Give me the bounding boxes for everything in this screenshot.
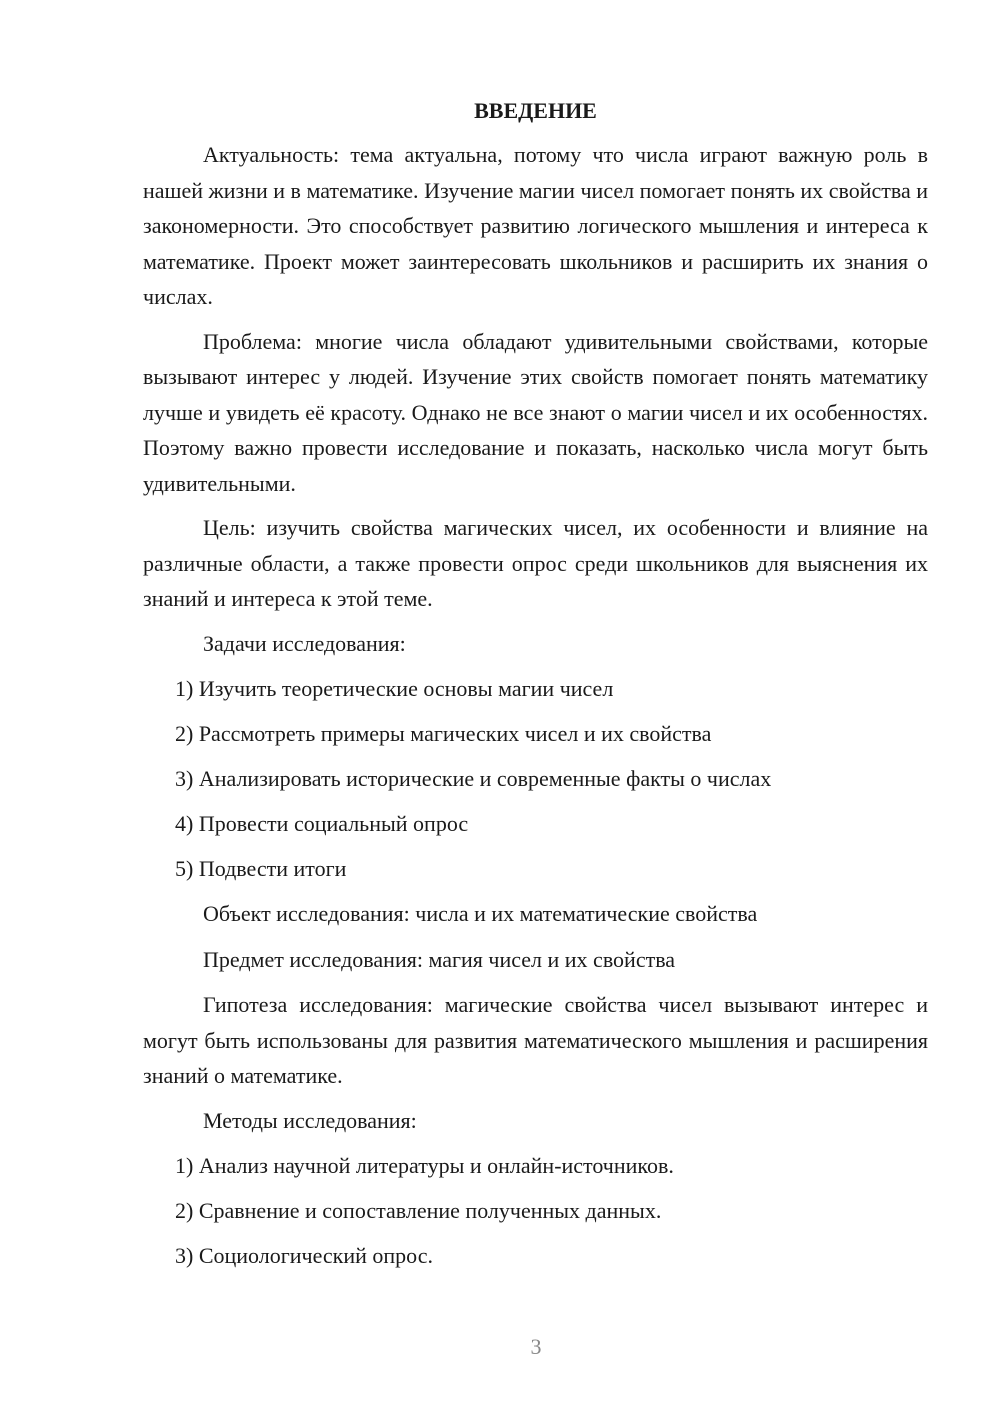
list-item: 2) Сравнение и сопоставление полученных данных. — [175, 1198, 662, 1223]
section-title: ВВЕДЕНИЕ — [474, 98, 597, 123]
methods-list — [143, 1148, 928, 1274]
object-line: Объект исследования: числа и их математические свойства — [203, 901, 758, 926]
list-item: 2) Рассмотреть примеры магических чисел и их свойства — [175, 721, 712, 746]
list-item: 3) Социологический опрос. — [175, 1243, 433, 1268]
problem-paragraph: Проблема: многие числа обладают удивительными свойствами, которые вызывают интерес у людей. Изучение этих свойств помогает понять математику лучше и увидеть её красоту. Однако не все знают о магии чисел и их особенностях. Поэтому важно провести исследование и показать, насколько числа могут быть удивительными. — [143, 328, 928, 496]
list-item: 5) Подвести итоги — [175, 856, 347, 881]
subject-line: Предмет исследования: магия чисел и их свойства — [203, 946, 676, 972]
list-item: 4) Провести социальный опрос — [175, 811, 469, 836]
tasks-list — [143, 671, 928, 887]
methods-heading: Методы исследования: — [203, 1107, 417, 1133]
list-item: 3) Анализировать исторические и современные факты о числах — [175, 766, 772, 791]
document-page — [143, 96, 928, 1283]
relevance-paragraph: Актуальность: тема актуальна, потому что числа играют важную роль в нашей жизни и в математике. Изучение магии чисел помогает понять их свойства и закономерности. Это способствует развитию логического мышления и интереса к математике. Проект может заинтересовать школьников и расширить их знания о числах. — [143, 142, 928, 309]
tasks-heading: Задачи исследования: — [203, 630, 406, 656]
list-item: 1) Анализ научной литературы и онлайн-источников. — [175, 1153, 674, 1178]
page-number: 3 — [530, 1334, 542, 1359]
goal-paragraph: Цель: изучить свойства магических чисел, их особенности и влияние на различные области, а также провести опрос среди школьников для выяснения их знаний и интереса к этой теме. — [143, 515, 928, 611]
list-item: 1) Изучить теоретические основы магии чисел — [175, 676, 614, 701]
hypothesis-paragraph: Гипотеза исследования: магические свойства чисел вызывают интерес и могут быть использованы для развития математического мышления и расширения знаний о математике. — [143, 992, 928, 1088]
